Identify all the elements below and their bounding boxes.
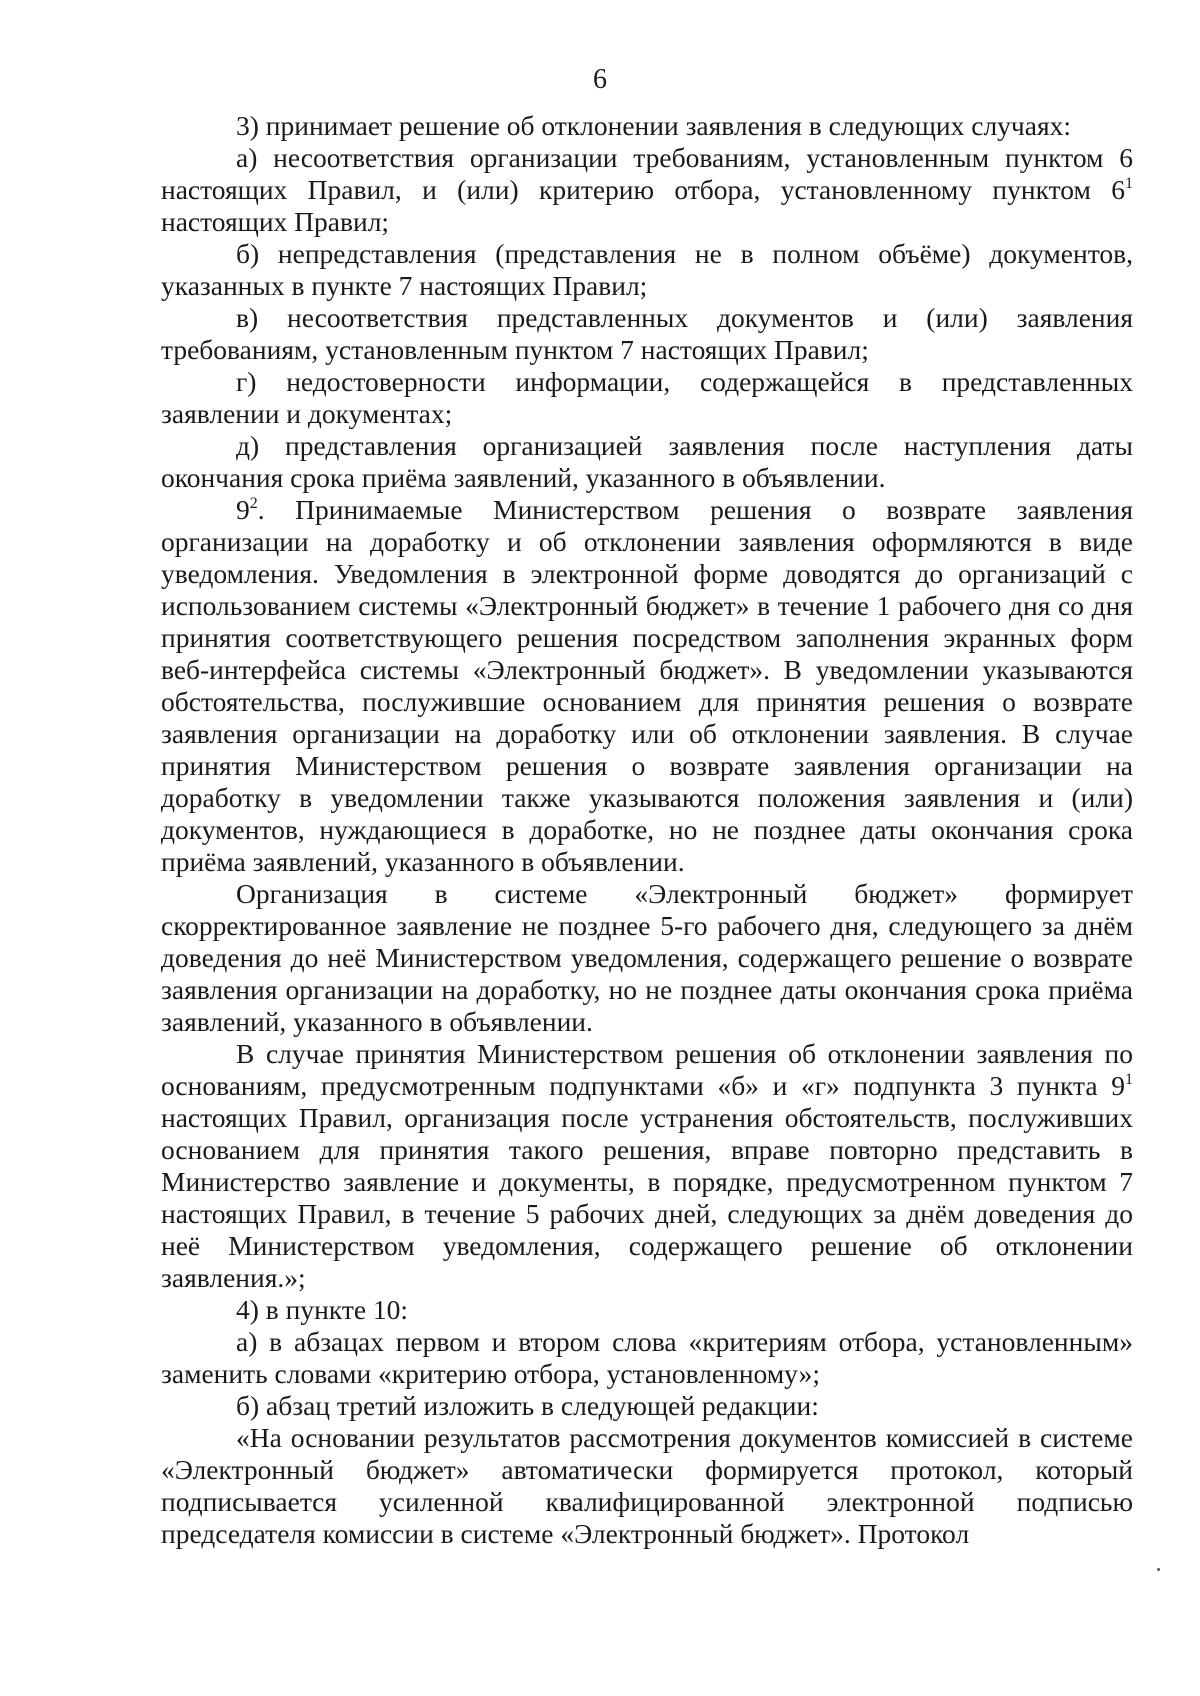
paragraph-text: «На основании результатов рассмотрения документов комиссией в системе «Электронный бюджет» автоматически формируется протокол, который подписывается усиленной квалифицированной электронной подписью председателя комиссии в системе «Электронный бюджет». Протокол <box>161 1422 1133 1549</box>
scan-speck <box>1157 1568 1160 1571</box>
paragraph-text: в) несоответствия представленных документов и (или) заявления требованиям, установленным пунктом 7 настоящих Правил; <box>161 302 1133 365</box>
paragraph-text-continued: настоящих Правил; <box>161 206 390 237</box>
paragraph-subitem-g <box>161 366 1133 430</box>
paragraph-item-4-b <box>161 1390 1133 1422</box>
paragraph-text: 3) принимает решение об отклонении заявления в следующих случаях: <box>236 110 1071 141</box>
paragraph-text: а) в абзацах первом и втором слова «критериям отбора, установленным» заменить словами «критерию отбора, установленному»; <box>161 1326 1133 1389</box>
paragraph-text: б) непредставления (представления не в полном объёме) документов, указанных в пункте 7 настоящих Правил; <box>161 238 1133 301</box>
superscript: 1 <box>1125 1071 1133 1088</box>
paragraph-text-continued: настоящих Правил, организация после устранения обстоятельств, послуживших основанием для принятия такого решения, вправе повторно представить в Министерство заявление и документы, в порядке, предусмотренном пунктом 7 настоящих Правил, в течение 5 рабочих дней, следующих за днём доведения до неё Министерством уведомления, содержащего решение об отклонении заявления.»; <box>161 1102 1133 1293</box>
paragraph-text: В случае принятия Министерством решения об отклонении заявления по основаниям, предусмотренным подпунктами «б» и «г» подпункта 3 пункта 9 <box>161 1038 1133 1101</box>
paragraph-subitem-b <box>161 238 1133 302</box>
paragraph-item-4-a <box>161 1326 1133 1390</box>
paragraph-text: б) абзац третий изложить в следующей редакции: <box>236 1390 819 1421</box>
paragraph-text: д) представления организацией заявления после наступления даты окончания срока приёма заявлений, указанного в объявлении. <box>161 430 1133 493</box>
superscript: 1 <box>1125 175 1133 192</box>
paragraph-item-3 <box>161 110 1133 142</box>
paragraph-text-continued: . Принимаемые Министерством решения о возврате заявления организации на доработку и об отклонении заявления оформляются в виде уведомления. Уведомления в электронной форме доводятся до организаций с использованием системы «Электронный бюджет» в течение 1 рабочего дня со дня принятия соответствующего решения посредством заполнения экранных форм веб-интерфейса системы «Электронный бюджет». В уведомлении указываются обстоятельства, послужившие основанием для принятия решения о возврате заявления организации на доработку или об отклонении заявления. В случае принятия Министерством решения о возврате заявления организации на доработку в уведомлении также указываются положения заявления и (или) документов, нуждающиеся в доработке, но не позднее даты окончания срока приёма заявлений, указанного в объявлении. <box>161 494 1133 877</box>
paragraph-subitem-d <box>161 430 1133 494</box>
paragraph-quoted-text <box>161 1422 1133 1550</box>
superscript: 2 <box>249 495 258 512</box>
paragraph-rejection-case <box>161 1038 1133 1294</box>
paragraph-item-4 <box>161 1294 1133 1326</box>
paragraph-organization <box>161 878 1133 1038</box>
paragraph-text: 9 <box>236 494 250 525</box>
paragraph-text: 4) в пункте 10: <box>236 1294 409 1325</box>
page-number: 6 <box>593 64 607 95</box>
paragraph-point-9-2 <box>161 494 1133 878</box>
document-body <box>161 110 1133 1550</box>
paragraph-text: г) недостоверности информации, содержащейся в представленных заявлении и документах; <box>161 366 1133 429</box>
paragraph-subitem-v <box>161 302 1133 366</box>
paragraph-text: а) несоответствия организации требованиям, установленным пунктом 6 настоящих Правил, и (или) критерию отбора, установленному пунктом 6 <box>161 142 1133 205</box>
paragraph-subitem-a <box>161 142 1133 238</box>
paragraph-text: Организация в системе «Электронный бюджет» формирует скорректированное заявление не позднее 5-го рабочего дня, следующего за днём доведения до неё Министерством уведомления, содержащего решение о возврате заявления организации на доработку, но не позднее даты окончания срока приёма заявлений, указанного в объявлении. <box>161 878 1133 1037</box>
